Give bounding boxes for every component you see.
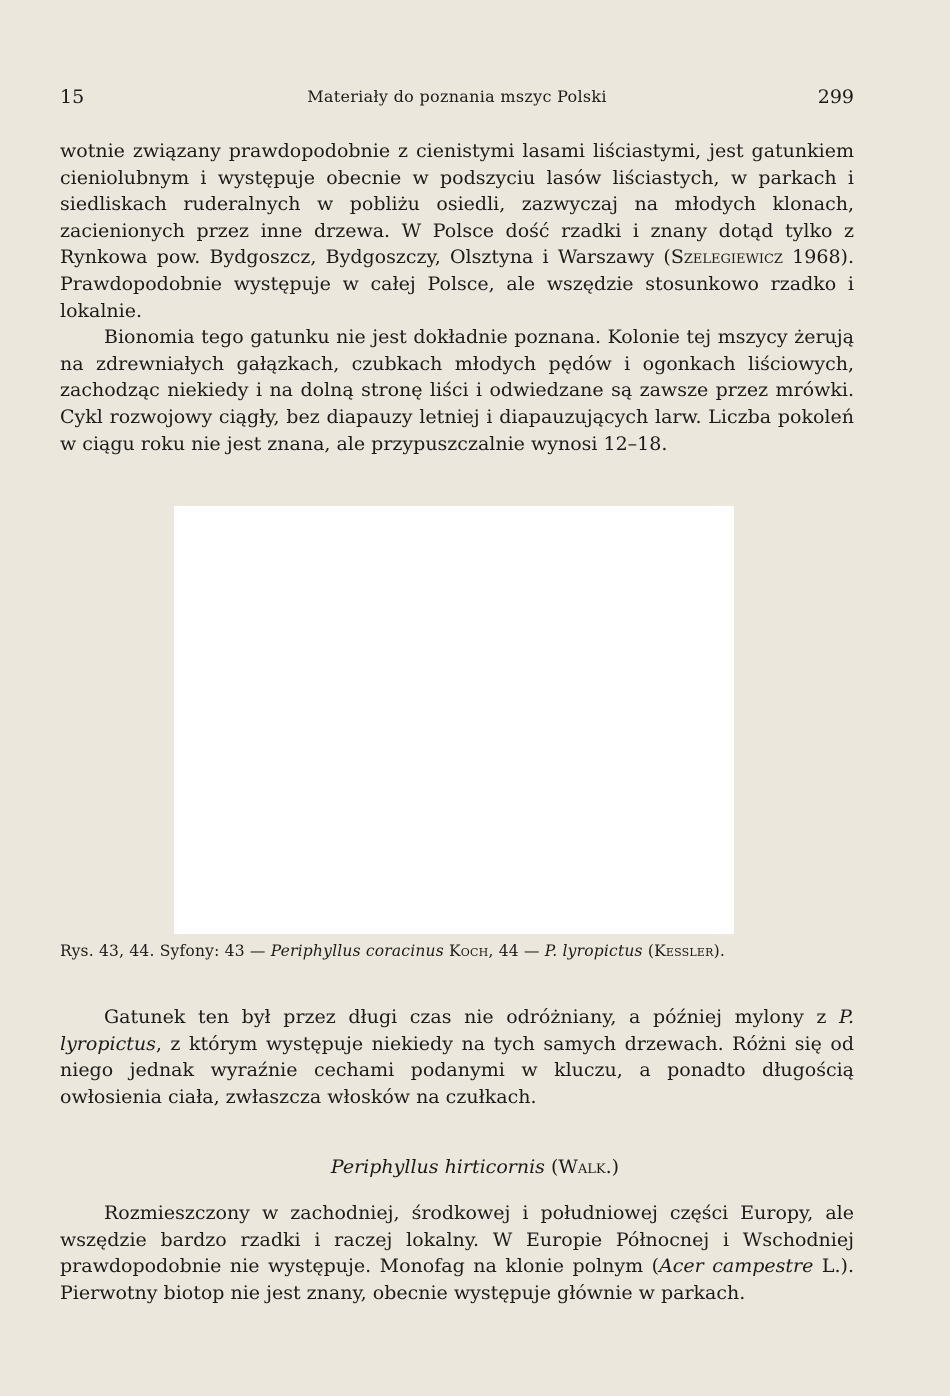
body-text-bottom [60,1200,854,1306]
body-text-middle [60,1004,854,1110]
host-plant-name: Acer campestre [659,1255,814,1278]
caption-author-2: Kessler [654,942,714,960]
page-number-left: 15 [60,86,85,108]
paragraph-distribution: Rozmieszczony w zachodniej, środkowej i południowej części Europy, ale wszędzie bardzo rzadki i raczej lokalny. W Europie Północnej i Wschodniej prawdopodobnie nie występuje. Monofag na klonie polnym (Acer campestre L.). Pierwotny biotop nie jest znany, obecnie występuje głównie w parkach. [60,1202,854,1304]
body-text-top [60,138,854,457]
species-heading-name: Periphyllus hirticornis [330,1156,545,1178]
page-header [60,86,854,114]
species-heading-author: Walk [558,1156,606,1178]
figure-image-placeholder [174,506,734,934]
page-number-right: 299 [817,86,854,108]
running-title: Materiały do poznania mszyc Polski [307,87,607,106]
paragraph-habitat: wotnie związany prawdopodobnie z cienistymi lasami liściastymi, jest gatunkiem cieniolubnym i występuje obecnie w podszyciu lasów liściastych, w parkach i siedliskach ruderalnych w pobliżu osiedli, zazwyczaj na młodych klonach, zacienionych przez inne drzewa. W Polsce dość rzadki i znany dotąd tylko z Rynkowa pow. Bydgoszcz, Bydgoszczy, Olsztyna i Warszawy (Szelegiewicz 1968). Prawdopodobnie występuje w całej Polsce, ale wszędzie stosunkowo rzadko i lokalnie. [60,140,854,322]
species-heading: Periphyllus hirticornis (Walk.) [330,1156,620,1178]
caption-species-2: P. lyropictus [544,942,643,960]
author-citation: Szelegiewicz [670,246,783,269]
species-reference: P. lyropictus [60,1006,854,1055]
caption-species-1: Periphyllus coracinus [270,942,444,960]
caption-author-1: Koch [449,942,489,960]
figure-caption: Rys. 43, 44. Syfony: 43 — Periphyllus coracinus Koch, 44 — P. lyropictus (Kessler). [60,942,725,960]
paragraph-bionomics: Bionomia tego gatunku nie jest dokładnie poznana. Kolonie tej mszycy żerują na zdrewniałych gałązkach, czubkach młodych pędów i ogonkach liściowych, zachodząc niekiedy i na dolną stronę liści i odwiedzane są zawsze przez mrówki. Cykl rozwojowy ciągły, bez diapauzy letniej i diapauzujących larw. Liczba pokoleń w ciągu roku nie jest znana, ale przypuszczalnie wynosi 12–18. [60,326,854,455]
paragraph-differentiation: Gatunek ten był przez długi czas nie odróżniany, a później mylony z P. lyropictus, z którym występuje niekiedy na tych samych drzewach. Różni się od niego jednak wyraźnie cechami podanymi w kluczu, a ponadto długością owłosienia ciała, zwłaszcza włosków na czułkach. [60,1006,854,1108]
